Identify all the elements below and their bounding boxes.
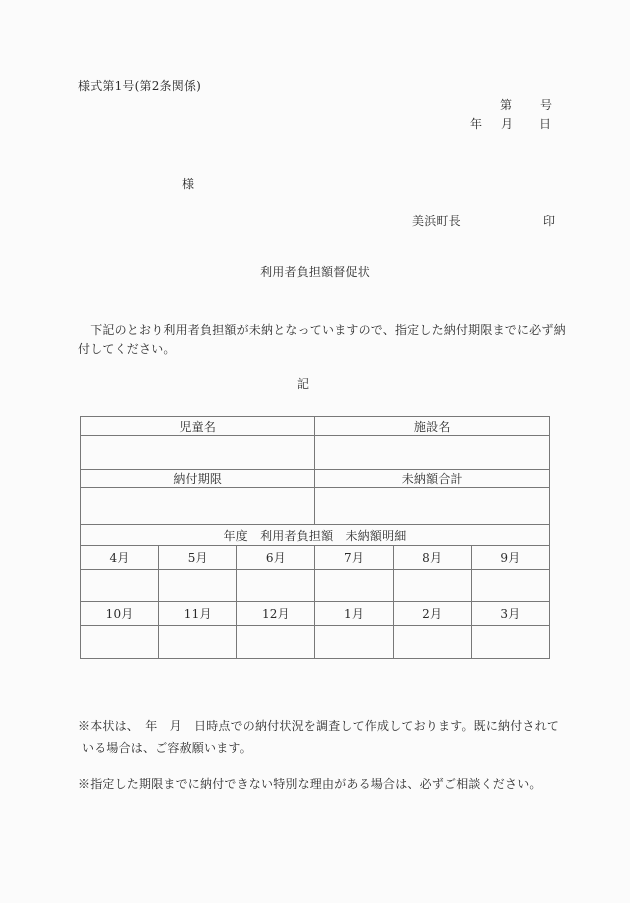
month-header-cell: 12月 — [237, 602, 315, 626]
month-value-cell — [393, 570, 471, 602]
fee-table — [80, 416, 550, 659]
table-row — [81, 525, 550, 546]
month-header-cell: 3月 — [471, 602, 549, 626]
table-row — [81, 488, 550, 525]
month-value-cell — [315, 570, 393, 602]
month-value-cell — [471, 626, 549, 659]
note-1-line-2: いる場合は、ご容赦願います。 — [82, 741, 252, 755]
doc-number-suffix: 号 — [540, 98, 553, 112]
table-row — [81, 626, 550, 659]
month-value-cell — [237, 570, 315, 602]
seal-mark: 印 — [543, 214, 556, 228]
addressee-honorific: 様 — [182, 177, 195, 191]
month-header-cell: 1月 — [315, 602, 393, 626]
facility-name-header: 施設名 — [315, 417, 550, 436]
month-header-cell: 6月 — [237, 546, 315, 570]
child-name-value-cell — [81, 436, 315, 470]
note-2: ※指定した期限までに納付できない特別な理由がある場合は、必ずご相談ください。 — [78, 777, 542, 791]
date-month-label: 月 — [501, 117, 514, 131]
month-value-cell — [81, 570, 159, 602]
table-row — [81, 602, 550, 626]
body-line-2: 付してください。 — [78, 342, 176, 356]
child-name-header: 児童名 — [81, 417, 315, 436]
date-year-label: 年 — [470, 117, 483, 131]
table-row — [81, 546, 550, 570]
facility-name-value-cell — [315, 436, 550, 470]
payment-deadline-value-cell — [81, 488, 315, 525]
month-header-cell: 2月 — [393, 602, 471, 626]
table-row — [81, 570, 550, 602]
month-header-cell: 11月 — [159, 602, 237, 626]
form-number: 様式第1号(第2条関係) — [78, 79, 202, 93]
month-value-cell — [471, 570, 549, 602]
ki-label: 記 — [297, 377, 310, 391]
month-value-cell — [315, 626, 393, 659]
month-header-cell: 8月 — [393, 546, 471, 570]
month-value-cell — [159, 626, 237, 659]
table-row — [81, 470, 550, 488]
date-day-label: 日 — [539, 117, 552, 131]
month-header-cell: 9月 — [471, 546, 549, 570]
month-header-cell: 10月 — [81, 602, 159, 626]
note-1-line-1: ※本状は、 年 月 日時点での納付状況を調査して作成しております。既に納付されて — [78, 719, 560, 733]
month-value-cell — [237, 626, 315, 659]
month-header-cell: 5月 — [159, 546, 237, 570]
month-header-cell: 4月 — [81, 546, 159, 570]
month-header-cell: 7月 — [315, 546, 393, 570]
doc-number-prefix: 第 — [500, 98, 513, 112]
month-value-cell — [159, 570, 237, 602]
detail-title-cell: 年度 利用者負担額 未納額明細 — [81, 525, 550, 546]
document-title: 利用者負担額督促状 — [260, 265, 370, 279]
unpaid-total-value-cell — [315, 488, 550, 525]
unpaid-total-header: 未納額合計 — [315, 470, 550, 488]
body-line-1: 下記のとおり利用者負担額が未納となっていますので、指定した納付期限までに必ず納 — [78, 323, 566, 337]
month-value-cell — [81, 626, 159, 659]
table-row — [81, 436, 550, 470]
month-value-cell — [393, 626, 471, 659]
payment-deadline-header: 納付期限 — [81, 470, 315, 488]
sender-name: 美浜町長 — [412, 214, 461, 228]
table-row — [81, 417, 550, 436]
